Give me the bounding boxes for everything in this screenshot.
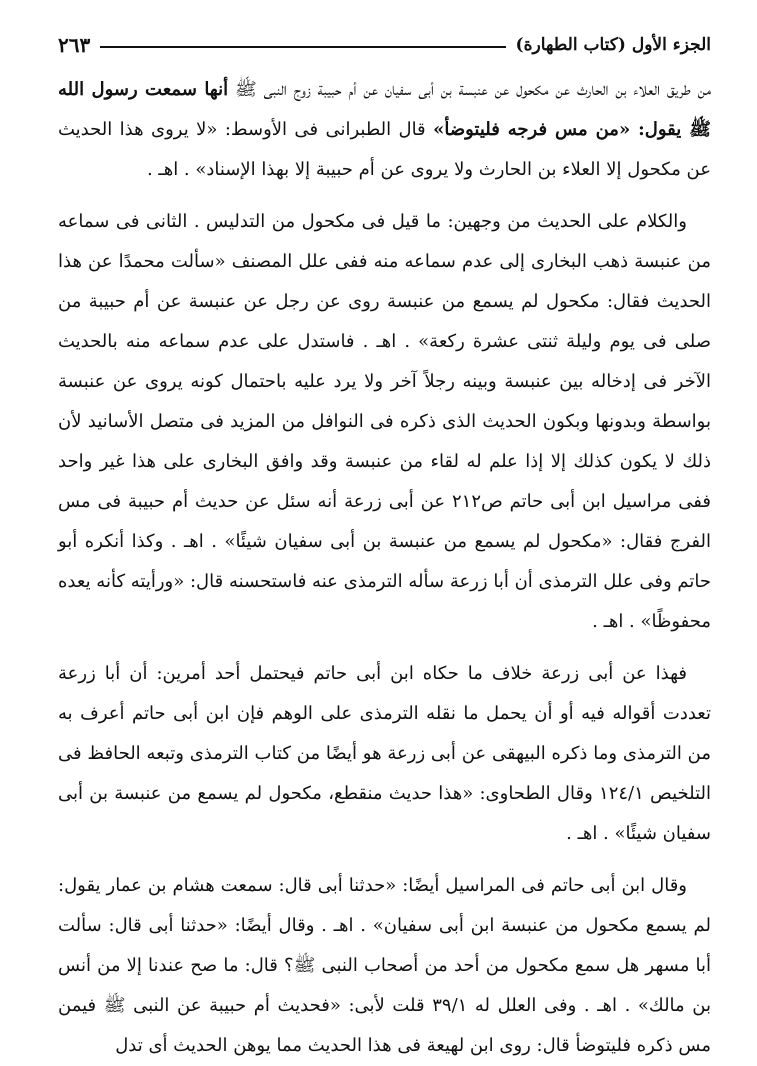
- paragraph-1-hadith-quote: أنها سمعت رسول الله ﷺ يقول: «من مس فرجه فليتوضأ»: [58, 79, 711, 140]
- header-rule: [100, 46, 505, 48]
- paragraph-2: [58, 202, 711, 642]
- running-title: الجزء الأول (كتاب الطهارة): [515, 34, 711, 55]
- page-number: ٢٦٣: [58, 33, 91, 57]
- paragraph-2-text: والكلام على الحديث من وجهين: ما قيل فى مكحول من التدليس . الثانى فى سماعه من عنبسة ذهب البخارى إلى عدم سماعه منه ففى علل المصنف «سألت محمدًا عن هذا الحديث فقال: مكحول لم يسمع من عنبسة روى عن رجل عن عنبسة عن أم حبيبة من صلى فى يوم وليلة ثنتى عشرة ركعة» . اهـ . فاستدل على عدم سماعه منه بالحديث الآخر فى إدخاله بين عنبسة وبينه رجلاً آخر ولا يرد عليه باحتمال كونه يروى عن عنبسة بواسطة وبدونها وبكون الحديث الذى ذكره فى النوافل من المزيد فى متصل الأسانيد لأن ذلك لا يكون كذلك إلا إذا علم له لقاء من عنبسة وقد وافق البخارى على هذا غير واحد ففى مراسيل ابن أبى حاتم ص٢١٢ عن أبى زرعة أنه سئل عن حديث أم حبيبة فى مس الفرج فقال: «مكحول لم يسمع من عنبسة بن أبى سفيان شيئًا» . اهـ . وكذا أنكره أبو حاتم وفى علل الترمذى أن أبا زرعة سأله الترمذى عنه فاستحسنه قال: «ورأيته كأنه يعده محفوظًا» . اهـ .: [58, 211, 711, 632]
- page-header: [58, 30, 711, 60]
- body-text: [58, 70, 711, 1066]
- paragraph-1-segment-1: من طريق العلاء بن الحارث عن مكحول عن عنبسة بن أبى سفيان عن أم حبيبة زوج النبى ﷺ: [228, 79, 711, 100]
- paragraph-4: [58, 866, 711, 1066]
- paragraph-1: [58, 70, 711, 190]
- paragraph-3-text: فهذا عن أبى زرعة خلاف ما حكاه ابن أبى حاتم فيحتمل أحد أمرين: أن أبا زرعة تعددت أقواله فيه أو أن يحمل ما نقله الترمذى على الوهم فإن ابن أبى حاتم أعرف به من الترمذى وما ذكره البيهقى عن أبى زرعة هو أيضًا من كتاب الترمذى وتبعه الحافظ فى التلخيص ١٢٤/١ وقال الطحاوى: «هذا حديث منقطع، مكحول لم يسمع من عنبسة بن أبى سفيان شيئًا» . اهـ .: [58, 663, 712, 844]
- paragraph-4-text: وقال ابن أبى حاتم فى المراسيل أيضًا: «حدثنا أبى قال: سمعت هشام بن عمار يقول: لم يسمع مكحول من عنبسة ابن أبى سفيان» . اهـ . وقال أيضًا: «حدثنا أبى قال: سألت أبا مسهر هل سمع مكحول من أحد من أصحاب النبى ﷺ؟ قال: ما صح عندنا إلا من أنس بن مالك» . اهـ . وفى العلل له ٣٩/١ قلت لأبى: «فحديث أم حبيبة عن النبى ﷺ فيمن مس ذكره فليتوضأ قال: روى ابن لهيعة فى هذا الحديث مما يوهن الحديث أى تدل: [58, 875, 711, 1056]
- paragraph-1-segment-3: قال الطبرانى فى الأوسط: «لا يروى هذا الحديث عن مكحول إلا العلاء بن الحارث ولا يروى عن أم حبيبة إلا بهذا الإسناد» . اهـ .: [58, 119, 711, 180]
- paragraph-3: [58, 654, 711, 854]
